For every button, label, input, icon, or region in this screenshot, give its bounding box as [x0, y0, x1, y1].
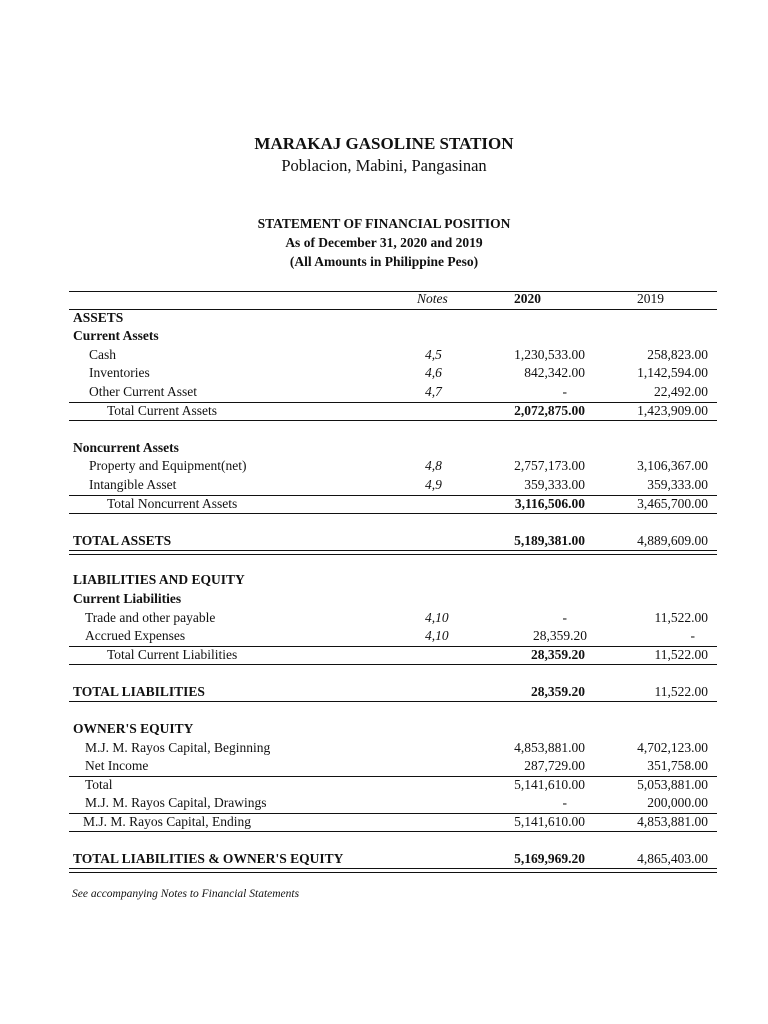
accrued-expenses-2020: 28,359.20 [533, 628, 587, 644]
table-row [69, 739, 717, 758]
intangible-2020: 359,333.00 [524, 476, 585, 492]
total-current-liabilities-label: Total Current Liabilities [107, 646, 238, 662]
total-liabilities-equity-2019: 4,865,403.00 [637, 851, 708, 867]
table-row [69, 813, 717, 832]
cash-2020: 1,230,533.00 [514, 346, 585, 362]
equity-total-2019: 5,053,881.00 [637, 776, 708, 792]
intangible-2019: 359,333.00 [647, 476, 708, 492]
financial-position-table [69, 290, 717, 869]
year-2020-column-header: 2020 [514, 291, 541, 306]
table-row [69, 794, 717, 813]
notes-column-header: Notes [417, 291, 448, 306]
trade-payable-label: Trade and other payable [85, 609, 216, 625]
total-noncurrent-assets-2020: 3,116,506.00 [514, 495, 585, 511]
total-liabilities-equity-label: TOTAL LIABILITIES & OWNER'S EQUITY [73, 851, 344, 867]
spacer [69, 832, 717, 851]
liabilities-title-row [69, 571, 717, 590]
spacer [69, 701, 717, 720]
total-current-liabilities-2020: 28,359.20 [531, 646, 585, 662]
ppe-2020: 2,757,173.00 [514, 458, 585, 474]
owners-equity-title: OWNER'S EQUITY [73, 721, 194, 737]
drawings-2019: 200,000.00 [647, 795, 708, 811]
total-liabilities-2020: 28,359.20 [531, 683, 585, 699]
net-income-label: Net Income [85, 758, 149, 774]
total-current-assets-2019: 1,423,909.00 [637, 402, 708, 418]
total-assets-2020: 5,189,381.00 [514, 532, 585, 548]
table-row [69, 383, 717, 402]
capital-ending-2019: 4,853,881.00 [637, 814, 708, 830]
current-assets-title: Current Assets [73, 328, 159, 344]
inventories-notes: 4,6 [425, 365, 442, 381]
total-current-liabilities-2019: 11,522.00 [654, 646, 708, 662]
capital-beginning-label: M.J. M. Rayos Capital, Beginning [85, 739, 271, 755]
capital-ending-2020: 5,141,610.00 [514, 814, 585, 830]
liabilities-equity-title: LIABILITIES AND EQUITY [73, 572, 245, 588]
table-row [69, 364, 717, 383]
spacer [69, 550, 717, 571]
spacer [69, 420, 717, 439]
total-liabilities-2019: 11,522.00 [654, 683, 708, 699]
total-noncurrent-assets-2019: 3,465,700.00 [637, 495, 708, 511]
table-row [69, 609, 717, 628]
table-row [69, 476, 717, 495]
trade-payable-notes: 4,10 [425, 609, 449, 625]
ppe-notes: 4,8 [425, 458, 442, 474]
ppe-2019: 3,106,367.00 [637, 458, 708, 474]
table-row [69, 646, 717, 665]
current-assets-title-row [69, 327, 717, 346]
current-liabilities-title-row [69, 590, 717, 609]
table-row [69, 683, 717, 702]
total-liabilities-label: TOTAL LIABILITIES [73, 683, 205, 699]
table-row [69, 850, 717, 869]
accrued-expenses-notes: 4,10 [425, 628, 449, 644]
trade-payable-2019: 11,522.00 [654, 609, 708, 625]
statement-date: As of December 31, 2020 and 2019 [285, 235, 483, 250]
ppe-label: Property and Equipment(net) [89, 458, 247, 474]
accrued-expenses-label: Accrued Expenses [85, 628, 186, 644]
table-row [69, 776, 717, 795]
table-row [69, 495, 717, 514]
table-row [69, 457, 717, 476]
trade-payable-2020: - [562, 609, 567, 625]
assets-title-row [69, 309, 717, 328]
inventories-2019: 1,142,594.00 [637, 365, 708, 381]
other-current-asset-label: Other Current Asset [89, 383, 197, 399]
current-liabilities-title: Current Liabilities [73, 590, 182, 606]
capital-beginning-2019: 4,702,123.00 [637, 739, 708, 755]
total-assets-2019: 4,889,609.00 [637, 532, 708, 548]
spacer [69, 664, 717, 683]
other-current-asset-2020: - [562, 383, 567, 399]
other-current-asset-notes: 4,7 [425, 383, 442, 399]
noncurrent-assets-title-row [69, 439, 717, 458]
company-address: Poblacion, Mabini, Pangasinan [281, 156, 487, 175]
total-noncurrent-assets-label: Total Noncurrent Assets [107, 495, 238, 511]
other-current-asset-2019: 22,492.00 [654, 383, 708, 399]
noncurrent-assets-title: Noncurrent Assets [73, 439, 179, 455]
spacer [69, 513, 717, 532]
statement-title: STATEMENT OF FINANCIAL POSITION [257, 216, 511, 231]
cash-notes: 4,5 [425, 346, 442, 362]
intangible-notes: 4,9 [425, 476, 442, 492]
cash-2019: 258,823.00 [647, 346, 708, 362]
column-header-row [69, 290, 717, 309]
accrued-expenses-2019: - [690, 628, 695, 644]
year-2019-column-header: 2019 [637, 291, 664, 306]
total-assets-label: TOTAL ASSETS [73, 532, 172, 548]
capital-beginning-2020: 4,853,881.00 [514, 739, 585, 755]
cash-label: Cash [89, 346, 116, 362]
intangible-label: Intangible Asset [89, 476, 177, 492]
total-current-assets-label: Total Current Assets [107, 402, 218, 418]
owners-equity-title-row [69, 720, 717, 739]
equity-total-label: Total [85, 776, 113, 792]
drawings-2020: - [562, 795, 567, 811]
table-row [69, 346, 717, 365]
table-row [69, 757, 717, 776]
net-income-2019: 351,758.00 [647, 758, 708, 774]
inventories-2020: 842,342.00 [524, 365, 585, 381]
total-liabilities-equity-2020: 5,169,969.20 [514, 851, 585, 867]
total-current-assets-2020: 2,072,875.00 [514, 402, 585, 418]
net-income-2020: 287,729.00 [524, 758, 585, 774]
inventories-label: Inventories [89, 365, 150, 381]
company-name: MARAKAJ GASOLINE STATION [254, 134, 514, 153]
rule [69, 776, 717, 777]
amounts-note: (All Amounts in Philippine Peso) [289, 254, 479, 269]
drawings-label: M.J. M. Rayos Capital, Drawings [85, 795, 267, 811]
assets-title: ASSETS [73, 309, 124, 325]
table-row [69, 532, 717, 551]
footnote: See accompanying Notes to Financial Statements [72, 888, 300, 900]
equity-total-2020: 5,141,610.00 [514, 776, 585, 792]
table-row [69, 402, 717, 421]
table-row [69, 627, 717, 646]
double-rule [69, 868, 717, 873]
capital-ending-label: M.J. M. Rayos Capital, Ending [83, 814, 251, 830]
